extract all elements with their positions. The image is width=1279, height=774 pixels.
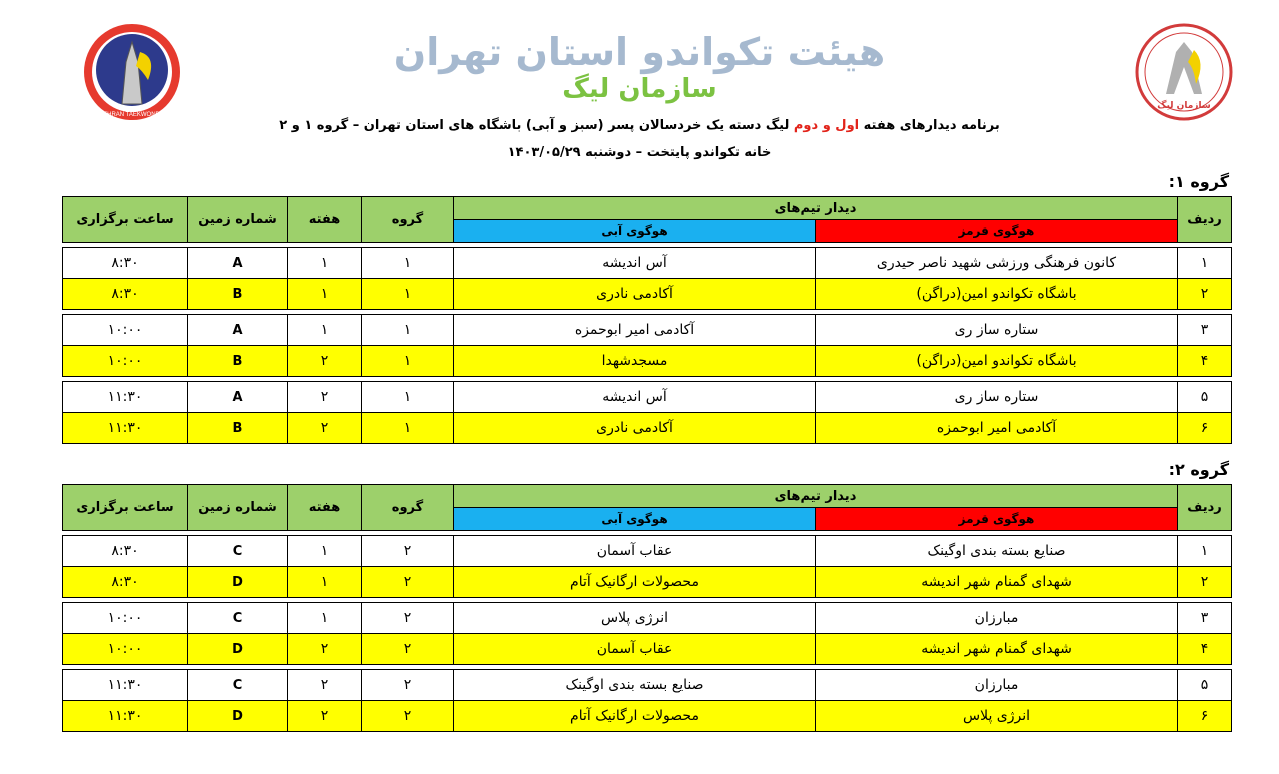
- blue-team: آکادمی امیر ابوحمزه: [454, 315, 816, 346]
- blue-team: محصولات ارگانیک آتام: [454, 701, 816, 732]
- group-number: ۲: [362, 701, 454, 732]
- week-number: ۲: [288, 413, 362, 444]
- red-team: آکادمی امیر ابوحمزه: [816, 413, 1178, 444]
- week-number: ۱: [288, 603, 362, 634]
- header-title: هیئت تکواندو استان تهران: [393, 30, 886, 74]
- col-week: هفته: [288, 197, 362, 243]
- match-time: ۱۰:۰۰: [63, 315, 188, 346]
- match-time: ۱۱:۳۰: [63, 382, 188, 413]
- match-time: ۱۰:۰۰: [63, 634, 188, 665]
- red-team: شهدای گمنام شهر اندیشه: [816, 567, 1178, 598]
- group-number: ۱: [362, 279, 454, 310]
- court-number: B: [188, 279, 288, 310]
- week-number: ۲: [288, 670, 362, 701]
- table-row: [63, 536, 1232, 567]
- match-time: ۸:۳۰: [63, 567, 188, 598]
- row-index: ۳: [1178, 315, 1232, 346]
- group2-label: گروه ۲:: [1168, 460, 1229, 479]
- court-number: C: [188, 670, 288, 701]
- group-number: ۱: [362, 382, 454, 413]
- col-matches: دیدار تیم‌های: [454, 485, 1178, 508]
- blue-team: آس اندیشه: [454, 248, 816, 279]
- red-team: کانون فرهنگی ورزشی شهید ناصر حیدری: [816, 248, 1178, 279]
- table-row: [63, 634, 1232, 665]
- col-red: هوگوی قرمز: [816, 508, 1178, 531]
- row-index: ۱: [1178, 248, 1232, 279]
- red-team: ستاره ساز ری: [816, 315, 1178, 346]
- match-time: ۱۱:۳۰: [63, 670, 188, 701]
- week-number: ۱: [288, 536, 362, 567]
- col-court: شماره زمین: [188, 485, 288, 531]
- group-number: ۲: [362, 634, 454, 665]
- court-number: A: [188, 248, 288, 279]
- table-row: [63, 413, 1232, 444]
- table-row: [63, 248, 1232, 279]
- table-row: [63, 670, 1232, 701]
- match-time: ۱۱:۳۰: [63, 701, 188, 732]
- week-number: ۱: [288, 567, 362, 598]
- col-week: هفته: [288, 485, 362, 531]
- program-weeks: اول و دوم: [793, 118, 860, 133]
- blue-team: عقاب آسمان: [454, 634, 816, 665]
- match-time: ۸:۳۰: [63, 248, 188, 279]
- table-row: [63, 701, 1232, 732]
- svg-text:سازمان لیگ: سازمان لیگ: [1157, 101, 1211, 111]
- red-team: صنایع بسته بندی اوگینک: [816, 536, 1178, 567]
- court-number: B: [188, 346, 288, 377]
- blue-team: آکادمی نادری: [454, 413, 816, 444]
- group-number: ۱: [362, 248, 454, 279]
- court-number: C: [188, 603, 288, 634]
- red-team: باشگاه تکواندو امین(دراگن): [816, 346, 1178, 377]
- col-row: ردیف: [1178, 197, 1232, 243]
- row-index: ۶: [1178, 701, 1232, 732]
- header-subtitle: سازمان لیگ: [562, 74, 717, 104]
- group1-label: گروه ۱:: [1168, 172, 1229, 191]
- col-matches: دیدار تیم‌های: [454, 197, 1178, 220]
- col-time: ساعت برگزاری: [63, 197, 188, 243]
- group-number: ۲: [362, 603, 454, 634]
- blue-team: آس اندیشه: [454, 382, 816, 413]
- group-number: ۱: [362, 346, 454, 377]
- court-number: D: [188, 701, 288, 732]
- col-time: ساعت برگزاری: [63, 485, 188, 531]
- row-index: ۵: [1178, 670, 1232, 701]
- match-time: ۱۰:۰۰: [63, 346, 188, 377]
- table-row: [63, 315, 1232, 346]
- venue-date: خانه تکواندو پایتخت – دوشنبه ۱۴۰۳/۰۵/۲۹: [507, 145, 772, 160]
- table-row: [63, 279, 1232, 310]
- row-index: ۳: [1178, 603, 1232, 634]
- blue-team: عقاب آسمان: [454, 536, 816, 567]
- court-number: A: [188, 382, 288, 413]
- table-row: [63, 603, 1232, 634]
- match-time: ۱۰:۰۰: [63, 603, 188, 634]
- program-description: [0, 118, 1279, 133]
- table-row: [63, 567, 1232, 598]
- col-row: ردیف: [1178, 485, 1232, 531]
- group-number: ۲: [362, 567, 454, 598]
- program-prefix: برنامه دیدارهای هفته: [863, 118, 1000, 133]
- group-number: ۲: [362, 670, 454, 701]
- red-team: باشگاه تکواندو امین(دراگن): [816, 279, 1178, 310]
- group-number: ۱: [362, 315, 454, 346]
- match-time: ۱۱:۳۰: [63, 413, 188, 444]
- row-index: ۵: [1178, 382, 1232, 413]
- blue-team: محصولات ارگانیک آتام: [454, 567, 816, 598]
- blue-team: صنایع بسته بندی اوگینک: [454, 670, 816, 701]
- table-row: [63, 346, 1232, 377]
- row-index: ۴: [1178, 634, 1232, 665]
- court-number: C: [188, 536, 288, 567]
- week-number: ۲: [288, 701, 362, 732]
- row-index: ۲: [1178, 279, 1232, 310]
- col-group: گروه: [362, 485, 454, 531]
- court-number: D: [188, 567, 288, 598]
- group1-table: [62, 196, 1232, 444]
- table-row: [63, 382, 1232, 413]
- col-blue: هوگوی آبی: [454, 508, 816, 531]
- row-index: ۲: [1178, 567, 1232, 598]
- week-number: ۱: [288, 315, 362, 346]
- group2-table: [62, 484, 1232, 732]
- week-number: ۲: [288, 634, 362, 665]
- row-index: ۱: [1178, 536, 1232, 567]
- week-number: ۱: [288, 248, 362, 279]
- blue-team: انرژی پلاس: [454, 603, 816, 634]
- col-red: هوگوی قرمز: [816, 220, 1178, 243]
- col-group: گروه: [362, 197, 454, 243]
- court-number: B: [188, 413, 288, 444]
- group-number: ۱: [362, 413, 454, 444]
- court-number: A: [188, 315, 288, 346]
- program-rest: لیگ دسته یک خردسالان پسر (سبز و آبی) باشگاه های استان تهران – گروه ۱ و ۲: [279, 118, 790, 133]
- row-index: ۶: [1178, 413, 1232, 444]
- match-time: ۸:۳۰: [63, 536, 188, 567]
- match-time: ۸:۳۰: [63, 279, 188, 310]
- red-team: ستاره ساز ری: [816, 382, 1178, 413]
- col-blue: هوگوی آبی: [454, 220, 816, 243]
- red-team: مبارزان: [816, 670, 1178, 701]
- week-number: ۱: [288, 279, 362, 310]
- court-number: D: [188, 634, 288, 665]
- blue-team: آکادمی نادری: [454, 279, 816, 310]
- week-number: ۲: [288, 346, 362, 377]
- week-number: ۲: [288, 382, 362, 413]
- group-number: ۲: [362, 536, 454, 567]
- svg-text:TEHRAN TAEKWONDO: TEHRAN TAEKWONDO: [99, 112, 165, 118]
- red-team: شهدای گمنام شهر اندیشه: [816, 634, 1178, 665]
- red-team: انرژی پلاس: [816, 701, 1178, 732]
- col-court: شماره زمین: [188, 197, 288, 243]
- row-index: ۴: [1178, 346, 1232, 377]
- blue-team: مسجدشهدا: [454, 346, 816, 377]
- red-team: مبارزان: [816, 603, 1178, 634]
